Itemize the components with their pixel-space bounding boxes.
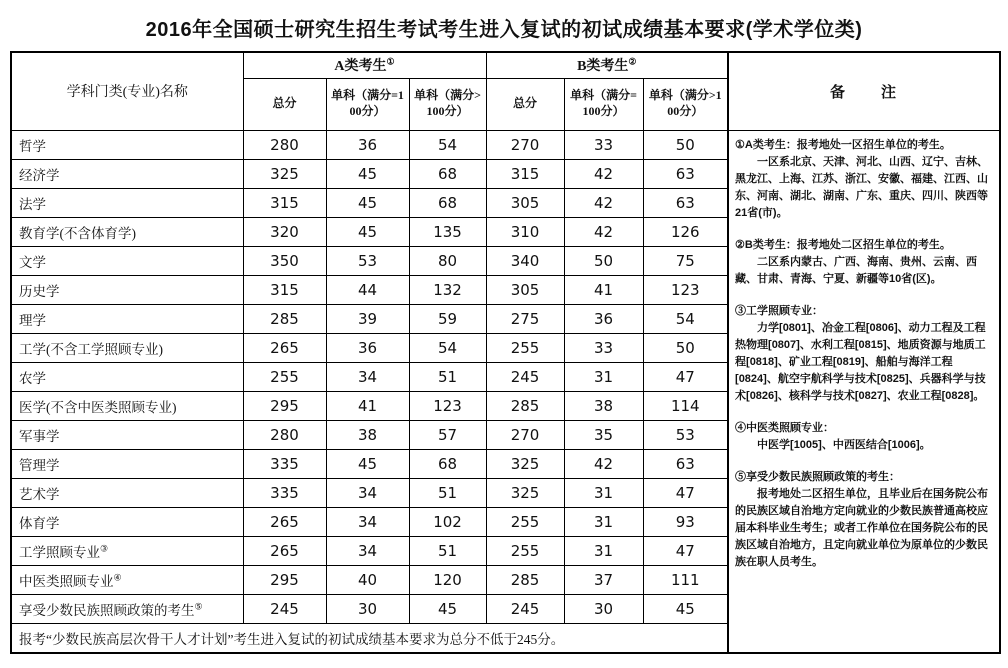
score-cell: 68 (409, 188, 486, 217)
score-cell: 114 (643, 391, 728, 420)
score-cell: 255 (243, 362, 326, 391)
score-cell: 34 (326, 536, 409, 565)
subject-label: 农学 (11, 362, 243, 391)
score-cell: 33 (564, 333, 643, 362)
score-cell: 45 (326, 449, 409, 478)
score-cell: 63 (643, 449, 728, 478)
remark-paragraph: ①A类考生：报考地处一区招生单位的考生。 (735, 138, 951, 151)
table-row (11, 130, 1000, 159)
score-cell: 295 (243, 391, 326, 420)
score-cell: 111 (643, 565, 728, 594)
remark-paragraph: ⑤享受少数民族照顾政策的考生： (735, 471, 901, 484)
score-cell: 45 (326, 217, 409, 246)
remark-paragraph: 报考地处二区招生单位，且毕业后在国务院公布的民族区域自治地方定向就业的少数民族普通高校应届本科毕业生考生；或者工作单位在国务院公布的民族区域自治地方，且定向就业单位为原单位的少数民族在职人员考生。 (735, 488, 989, 569)
header-b-total: 总分 (486, 78, 564, 130)
score-cell: 310 (486, 217, 564, 246)
score-cell: 42 (564, 188, 643, 217)
score-cell: 54 (409, 333, 486, 362)
subject-label: 医学(不含中医类照顾专业) (11, 391, 243, 420)
score-cell: 270 (486, 420, 564, 449)
table-header (11, 52, 1000, 130)
score-cell: 33 (564, 130, 643, 159)
score-cell: 265 (243, 536, 326, 565)
score-cell: 42 (564, 159, 643, 188)
footnote-text: 报考“少数民族高层次骨干人才计划”考生进入复试的初试成绩基本要求为总分不低于245分。 (11, 623, 728, 653)
score-cell: 31 (564, 362, 643, 391)
score-cell: 75 (643, 246, 728, 275)
subject-label: 经济学 (11, 159, 243, 188)
score-cell: 335 (243, 449, 326, 478)
footnote-marker: ④ (113, 572, 122, 582)
score-cell: 335 (243, 478, 326, 507)
score-cell: 305 (486, 188, 564, 217)
score-cell: 132 (409, 275, 486, 304)
subject-label: 工学(不含工学照顾专业) (11, 333, 243, 362)
score-cell: 63 (643, 188, 728, 217)
subject-label: 享受少数民族照顾政策的考生⑤ (11, 594, 243, 623)
score-cell: 68 (409, 159, 486, 188)
score-cell: 36 (564, 304, 643, 333)
remark-paragraph: 一区系北京、天津、河北、山西、辽宁、吉林、黑龙江、上海、江苏、浙江、安徽、福建、江西、山东、河南、湖北、湖南、广东、重庆、四川、陕西等21省(市)。 (735, 155, 989, 219)
score-cell: 30 (326, 594, 409, 623)
score-cell: 315 (243, 188, 326, 217)
remark-paragraph: 二区系内蒙古、广西、海南、贵州、云南、西藏、甘肃、青海、宁夏、新疆等10省(区)。 (735, 255, 978, 285)
score-cell: 45 (643, 594, 728, 623)
score-cell: 59 (409, 304, 486, 333)
remarks-cell (728, 130, 1000, 653)
score-cell: 245 (243, 594, 326, 623)
score-cell: 53 (326, 246, 409, 275)
subject-label: 历史学 (11, 275, 243, 304)
page-title: 2016年全国硕士研究生招生考试考生进入复试的初试成绩基本要求(学术学位类) (145, 19, 863, 41)
score-cell: 45 (326, 188, 409, 217)
subject-label: 体育学 (11, 507, 243, 536)
remark-paragraph: ④中医类照顾专业： (735, 422, 835, 435)
score-cell: 47 (643, 478, 728, 507)
group-b-label: B类考生 (577, 59, 629, 75)
header-group-a (243, 52, 486, 78)
score-cell: 102 (409, 507, 486, 536)
remark-paragraph: ②B类考生：报考地处二区招生单位的考生。 (735, 238, 951, 251)
score-cell: 126 (643, 217, 728, 246)
subject-label: 理学 (11, 304, 243, 333)
header-b-single100: 单科（满分=100分） (564, 78, 643, 130)
score-cell: 54 (643, 304, 728, 333)
score-cell: 275 (486, 304, 564, 333)
footnote-marker: ⑤ (194, 601, 203, 611)
score-cell: 255 (486, 507, 564, 536)
score-cell: 34 (326, 362, 409, 391)
header-b-singleover100: 单科（满分>100分） (643, 78, 728, 130)
header-remarks: 备 注 (728, 52, 1000, 130)
score-cell: 325 (486, 449, 564, 478)
score-cell: 34 (326, 478, 409, 507)
score-cell: 315 (486, 159, 564, 188)
score-cell: 245 (486, 362, 564, 391)
score-cell: 44 (326, 275, 409, 304)
score-cell: 38 (326, 420, 409, 449)
score-cell: 285 (243, 304, 326, 333)
subject-label: 中医类照顾专业④ (11, 565, 243, 594)
score-cell: 47 (643, 362, 728, 391)
remark-paragraph: 力学[0801]、冶金工程[0806]、动力工程及工程热物理[0807]、水利工程[0815]、地质资源与地质工程[0818]、矿业工程[0819]、船舶与海洋工程[0824]、航空宇航科学与技术[0825]、兵器科学与技术[0826]、核科学与技术[0827]、农业工程[0828]。 (735, 321, 986, 403)
score-cell: 123 (643, 275, 728, 304)
subject-label: 哲学 (11, 130, 243, 159)
score-table (10, 51, 1001, 654)
subject-label: 军事学 (11, 420, 243, 449)
score-cell: 80 (409, 246, 486, 275)
header-a-single100: 单科（满分=100分） (326, 78, 409, 130)
score-cell: 325 (486, 478, 564, 507)
score-cell: 53 (643, 420, 728, 449)
score-cell: 36 (326, 333, 409, 362)
score-cell: 41 (326, 391, 409, 420)
score-cell: 50 (643, 130, 728, 159)
score-cell: 285 (486, 391, 564, 420)
score-cell: 47 (643, 536, 728, 565)
score-cell: 285 (486, 565, 564, 594)
score-cell: 255 (486, 333, 564, 362)
score-cell: 245 (486, 594, 564, 623)
score-cell: 50 (643, 333, 728, 362)
subject-label: 工学照顾专业③ (11, 536, 243, 565)
score-cell: 270 (486, 130, 564, 159)
header-subject-name: 学科门类(专业)名称 (11, 52, 243, 130)
score-cell: 68 (409, 449, 486, 478)
score-cell: 340 (486, 246, 564, 275)
header-group-b (486, 52, 728, 78)
score-cell: 57 (409, 420, 486, 449)
score-cell: 40 (326, 565, 409, 594)
score-cell: 41 (564, 275, 643, 304)
score-cell: 31 (564, 536, 643, 565)
subject-label: 教育学(不含体育学) (11, 217, 243, 246)
score-cell: 93 (643, 507, 728, 536)
score-cell: 320 (243, 217, 326, 246)
score-cell: 295 (243, 565, 326, 594)
remark-paragraph: ③工学照顾专业： (735, 304, 824, 317)
header-row-groups (11, 52, 1000, 78)
score-cell: 325 (243, 159, 326, 188)
score-cell: 120 (409, 565, 486, 594)
score-cell: 36 (326, 130, 409, 159)
footnote-marker-1: ① (386, 56, 395, 67)
subject-label: 文学 (11, 246, 243, 275)
score-cell: 51 (409, 536, 486, 565)
score-cell: 34 (326, 507, 409, 536)
score-cell: 255 (486, 536, 564, 565)
table-body (11, 130, 1000, 653)
score-cell: 51 (409, 478, 486, 507)
footnote-marker: ③ (100, 543, 109, 553)
group-a-label: A类考生 (334, 59, 387, 75)
score-cell: 45 (409, 594, 486, 623)
score-cell: 50 (564, 246, 643, 275)
score-cell: 135 (409, 217, 486, 246)
score-cell: 42 (564, 449, 643, 478)
score-cell: 31 (564, 507, 643, 536)
subject-label: 法学 (11, 188, 243, 217)
score-cell: 37 (564, 565, 643, 594)
score-cell: 51 (409, 362, 486, 391)
remark-paragraph: 中医学[1005]、中西医结合[1006]。 (757, 439, 931, 452)
score-cell: 350 (243, 246, 326, 275)
subject-label: 艺术学 (11, 478, 243, 507)
subject-label: 管理学 (11, 449, 243, 478)
score-cell: 31 (564, 478, 643, 507)
score-cell: 265 (243, 333, 326, 362)
score-cell: 123 (409, 391, 486, 420)
score-cell: 265 (243, 507, 326, 536)
score-cell: 63 (643, 159, 728, 188)
score-cell: 35 (564, 420, 643, 449)
footnote-marker-2: ② (628, 56, 637, 67)
score-cell: 42 (564, 217, 643, 246)
score-cell: 54 (409, 130, 486, 159)
score-cell: 305 (486, 275, 564, 304)
score-cell: 280 (243, 420, 326, 449)
score-cell: 30 (564, 594, 643, 623)
header-a-total: 总分 (243, 78, 326, 130)
score-cell: 38 (564, 391, 643, 420)
score-cell: 45 (326, 159, 409, 188)
score-cell: 39 (326, 304, 409, 333)
score-cell: 315 (243, 275, 326, 304)
header-a-singleover100: 单科（满分>100分） (409, 78, 486, 130)
score-cell: 280 (243, 130, 326, 159)
